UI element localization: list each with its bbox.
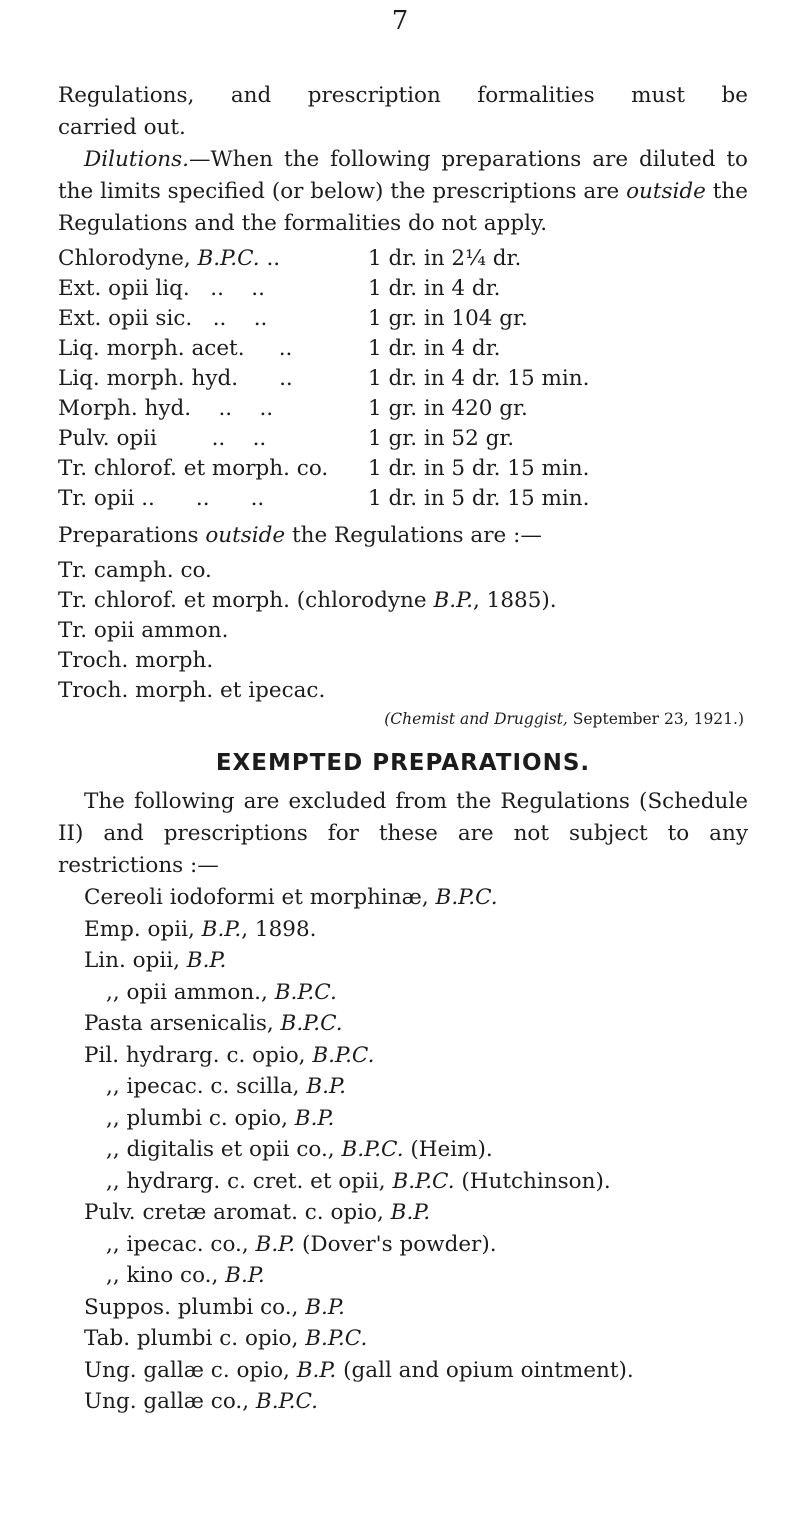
dilution-row [58,274,748,304]
exempted-list [58,882,748,1418]
dilution-row [58,304,748,334]
outside-item [58,676,748,706]
exempted-item-italic: B.P. [305,1294,345,1320]
exempted-item [58,1323,748,1355]
exempted-item [58,1071,748,1103]
exempted-item-italic: B.P. [306,1074,346,1099]
dilution-leader: .. [259,246,281,271]
exempted-item [58,1386,748,1418]
exempted-item-text: Ung. gallæ co., [84,1389,256,1414]
source-rest: September 23, 1921.) [567,710,744,728]
dilutions-text-a: —When the following preparations are diluted to the limits specified (or below) the prescriptions are [58,147,748,204]
outside-item [58,646,748,676]
outside-intro-a: Preparations [58,523,206,548]
intro-line-1: Regulations, and prescription formalities must be [58,83,748,108]
exempted-item-text: ,, hydrarg. c. cret. et opii, [106,1168,393,1194]
exempted-item [58,1355,748,1387]
exempted-item [58,1134,748,1166]
dilution-value: 1 gr. in 420 gr. [368,396,528,421]
outside-intro-b: the Regulations are :— [285,523,542,548]
dilution-name: Liq. morph. hyd. [58,366,239,391]
exempted-item [58,1008,748,1040]
exempted-item [58,914,748,946]
dilution-name: Tr. chlorof. et morph. co. [58,456,329,481]
outside-item [58,586,748,616]
exempted-item-text: Suppos. plumbi co., [84,1294,306,1320]
exempted-item-italic: B.P.C. [435,885,498,910]
exempted-item-italic: B.P. [201,916,242,942]
exempted-item-after: , 1898. [241,916,317,942]
dilution-row [58,244,748,274]
exempted-item-italic: B.P. [255,1231,296,1257]
exempted-item [58,1197,748,1229]
exempted-item-text: Pulv. cretæ aromat. c. opio, [84,1200,391,1225]
dilutions-emphasis: outside [626,179,706,204]
exempted-item-italic: B.P. [294,1105,335,1131]
exempted-item-text: ,, plumbi c. opio, [106,1105,295,1131]
dilution-row [58,364,748,394]
outside-item-text: Tr. camph. co. [58,558,212,583]
intro-line-2: carried out. [58,115,186,140]
dilution-row [58,454,748,484]
exempted-item-italic: B.P.C. [255,1389,318,1414]
exempted-item [58,882,748,914]
exempted-item [58,1166,748,1198]
dilution-leader: .. [244,336,293,361]
dilution-value: 1 dr. in 2¼ dr. [368,246,522,271]
dilution-row [58,334,748,364]
dilution-leader: .. .. [189,276,265,301]
outside-item [58,616,748,646]
exempted-item-italic: B.P. [390,1200,431,1225]
dilution-name: Liq. morph. acet. [58,336,245,361]
outside-item-italic: B.P. [433,588,474,613]
exempted-item-text: ,, ipecac. co., [106,1231,256,1257]
exempted-item-text: Ung. gallæ c. opio, [84,1357,297,1383]
exempted-item [58,1103,748,1135]
dilution-value: 1 dr. in 5 dr. 15 min. [368,456,590,481]
exempted-item-italic: B.P.C. [312,1042,375,1068]
exempted-item-text: Emp. opii, [84,916,202,942]
dilution-leader: .. .. [192,306,268,331]
exempted-item [58,977,748,1009]
dilution-leader: .. .. [156,426,267,451]
exempted-item [58,1292,748,1324]
exempted-intro: The following are excluded from the Regulations (Schedule II) and prescriptions for these are not subject to any restrictions :— [58,789,748,878]
outside-intro [58,520,748,552]
exempted-item-text: Tab. plumbi c. opio, [84,1326,306,1351]
outside-item [58,556,748,586]
dilution-leader: .. [238,366,293,391]
dilution-name: Chlorodyne, [58,246,198,271]
exempted-item-after: (Hutchinson). [454,1168,611,1194]
dilution-name: Pulv. opii [58,426,157,451]
outside-item-text: Troch. morph. et ipecac. [58,678,326,703]
dilution-value: 1 dr. in 5 dr. 15 min. [368,486,590,511]
dilution-name-italic: B.P.C. [197,246,260,271]
outside-list [58,556,748,706]
outside-item-text: Tr. chlorof. et morph. (chlorodyne [58,588,434,613]
exempted-item-text: ,, digitalis et opii co., [106,1137,342,1162]
exempted-item-italic: B.P.C. [305,1326,368,1351]
page-number: 7 [391,6,409,36]
exempted-item-after: (Heim). [403,1137,493,1162]
dilution-name: Ext. opii liq. [58,276,190,301]
dilution-value: 1 dr. in 4 dr. [368,336,501,361]
dilutions-list [58,244,748,514]
source-italic: (Chemist and Druggist, [384,710,568,728]
exempted-item-text: Lin. opii, [84,948,187,973]
dilution-row [58,484,748,514]
exempted-item-text: Pil. hydrarg. c. opio, [84,1042,313,1068]
outside-item-after: , 1885). [473,588,557,613]
exempted-item [58,945,748,977]
outside-intro-emphasis: outside [205,523,286,548]
exempted-item-italic: B.P.C. [280,1011,343,1036]
exempted-item-italic: B.P.C. [392,1168,455,1194]
exempted-item-text: ,, ipecac. c. scilla, [106,1074,307,1099]
dilution-row [58,424,748,454]
section-heading: EXEMPTED PREPARATIONS. [215,750,591,776]
exempted-item-text: ,, kino co., [106,1263,226,1288]
dilution-leader: .. .. [191,396,274,421]
exempted-item-italic: B.P. [186,948,227,973]
exempted-item [58,1260,748,1292]
dilution-name: Tr. opii .. [58,486,155,511]
dilution-value: 1 gr. in 52 gr. [368,426,515,451]
exempted-item-italic: B.P. [225,1263,265,1288]
dilution-row [58,394,748,424]
exempted-item-after: (Dover's powder). [295,1231,497,1257]
dilution-value: 1 gr. in 104 gr. [368,306,528,331]
exempted-item-text: ,, opii ammon., [106,979,275,1005]
exempted-item [58,1040,748,1072]
outside-item-text: Tr. opii ammon. [58,618,229,643]
exempted-item [58,1229,748,1261]
outside-item-text: Troch. morph. [58,648,214,673]
dilution-leader: .. .. [154,486,265,511]
dilution-name: Morph. hyd. [58,396,192,421]
exempted-item-italic: B.P.C. [274,979,337,1005]
exempted-item-after: (gall and opium ointment). [336,1357,634,1383]
dilution-value: 1 dr. in 4 dr. [368,276,501,301]
dilution-name: Ext. opii sic. [58,306,193,331]
exempted-item-text: Pasta arsenicalis, [84,1011,281,1036]
page-body [58,80,748,1418]
dilutions-text-b: the Regulations and the formalities do not apply. [58,179,749,236]
exempted-item-italic: B.P.C. [341,1137,404,1162]
exempted-item-text: Cereoli iodoformi et morphinæ, [84,885,436,910]
dilution-value: 1 dr. in 4 dr. 15 min. [368,366,590,391]
exempted-item-italic: B.P. [296,1357,337,1383]
dilutions-heading: Dilutions. [84,147,190,172]
source-citation [58,706,748,732]
dilutions-paragraph [58,144,748,240]
